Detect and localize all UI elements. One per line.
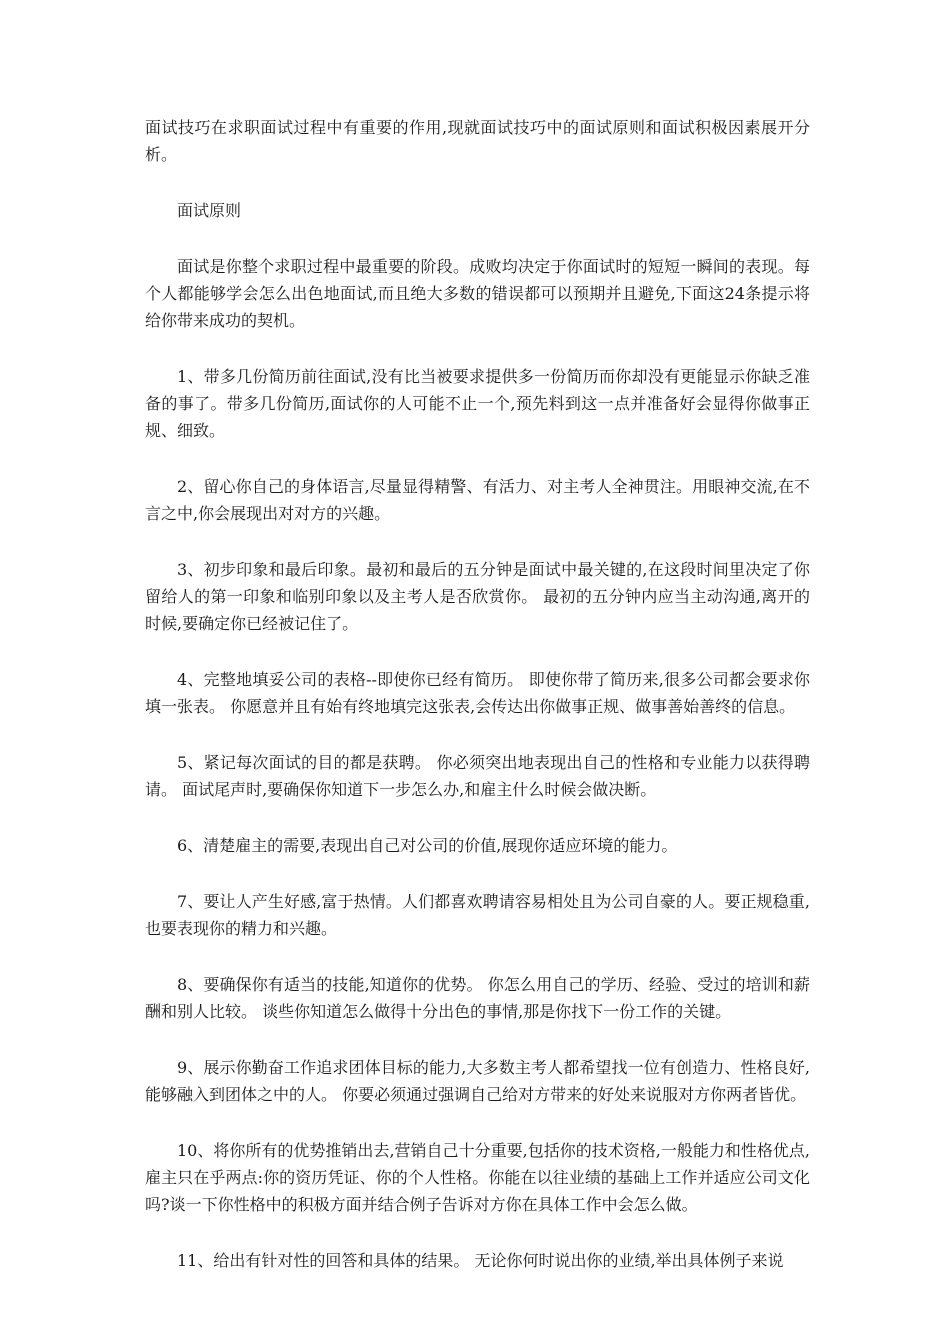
tip-paragraph-6: 6、清楚雇主的需要,表现出自己对公司的价值,展现你适应环境的能力。 — [177, 836, 678, 855]
tip-paragraph-10: 10、将你所有的优势推销出去,营销自己十分重要,包括你的技术资格,一般能力和性格优点,雇主只在乎两点:你的资历凭证、你的个人性格。你能在以往业绩的基础上工作并适应公司文化吗?谈一下你性格中的积极方面并结合例子告诉对方你在具体工作中会怎么做。 — [145, 1141, 810, 1214]
tip-paragraph-7: 7、要让人产生好感,富于热情。人们都喜欢聘请容易相处且为公司自豪的人。要正规稳重,也要表现你的精力和兴趣。 — [145, 892, 810, 938]
tip-paragraph-9: 9、展示你勤奋工作追求团体目标的能力,大多数主考人都希望找一位有创造力、性格良好,能够融入到团体之中的人。 你要必须通过强调自己给对方带来的好处来说服对方你两者皆优。 — [145, 1058, 810, 1104]
document-body — [145, 114, 810, 1303]
tip-paragraph-8: 8、要确保你有适当的技能,知道你的优势。 你怎么用自己的学历、经验、受过的培训和薪酬和别人比较。 谈些你知道怎么做得十分出色的事情,那是你找下一份工作的关键。 — [145, 975, 810, 1021]
tip-paragraph-5: 5、紧记每次面试的目的都是获聘。 你必须突出地表现出自己的性格和专业能力以获得聘请。 面试尾声时,要确保你知道下一步怎么办,和雇主什么时候会做决断。 — [145, 753, 810, 799]
intro-paragraph: 面试技巧在求职面试过程中有重要的作用,现就面试技巧中的面试原则和面试积极因素展开分析。 — [145, 118, 810, 164]
tip-paragraph-3: 3、初步印象和最后印象。最初和最后的五分钟是面试中最关键的,在这段时间里决定了你留给人的第一印象和临别印象以及主考人是否欣赏你。 最初的五分钟内应当主动沟通,离开的时候,要确定你已经被记住了。 — [145, 560, 810, 633]
overview-paragraph: 面试是你整个求职过程中最重要的阶段。成败均决定于你面试时的短短一瞬间的表现。每个人都能够学会怎么出色地面试,而且绝大多数的错误都可以预期并且避免,下面这24条提示将给你带来成功的契机。 — [145, 257, 810, 330]
tip-paragraph-4: 4、完整地填妥公司的表格--即使你已经有简历。 即使你带了简历来,很多公司都会要求你填一张表。 你愿意并且有始有终地填完这张表,会传达出你做事正规、做事善始善终的信息。 — [145, 670, 810, 716]
tip-paragraph-2: 2、留心你自己的身体语言,尽量显得精警、有活力、对主考人全神贯注。用眼神交流,在不言之中,你会展现出对对方的兴趣。 — [145, 477, 810, 523]
tip-paragraph-11: 11、给出有针对性的回答和具体的结果。 无论你何时说出你的业绩,举出具体例子来说 — [177, 1251, 784, 1270]
section-heading: 面试原则 — [177, 201, 242, 220]
tip-paragraph-1: 1、带多几份简历前往面试,没有比当被要求提供多一份简历而你却没有更能显示你缺乏准备的事了。带多几份简历,面试你的人可能不止一个,预先料到这一点并准备好会显得你做事正规、细致。 — [145, 367, 810, 440]
